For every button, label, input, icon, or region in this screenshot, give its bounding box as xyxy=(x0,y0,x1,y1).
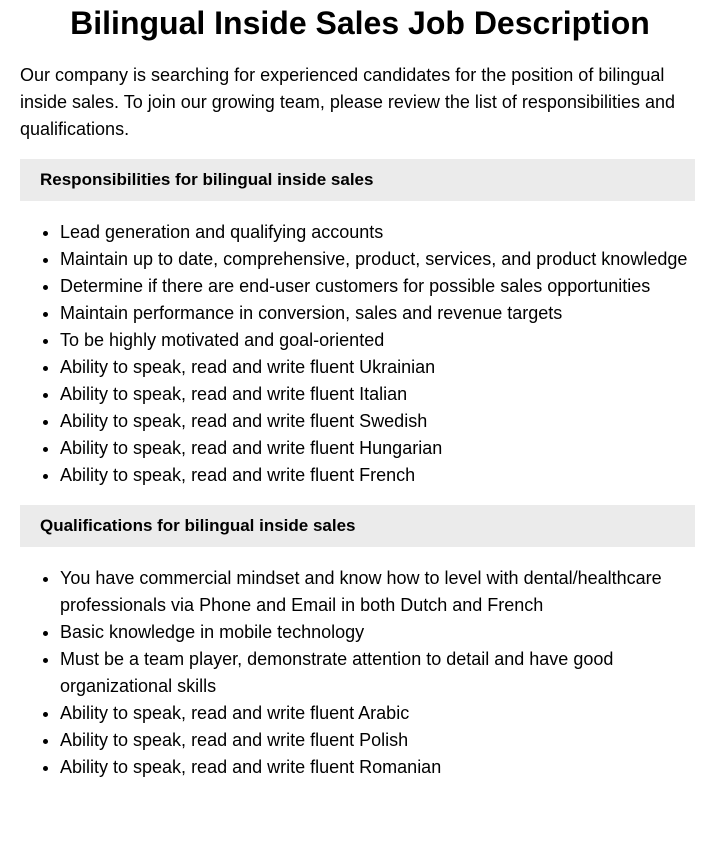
list-item: • Ability to speak, read and write fluent Romanian xyxy=(60,754,700,781)
responsibilities-list xyxy=(0,219,700,489)
list-item: • Ability to speak, read and write fluent Swedish xyxy=(60,408,700,435)
list-item: • Maintain up to date, comprehensive, product, services, and product knowledge xyxy=(60,246,700,273)
list-item: • Ability to speak, read and write fluent Ukrainian xyxy=(60,354,700,381)
page-title: Bilingual Inside Sales Job Description xyxy=(70,5,650,41)
list-item: • Ability to speak, read and write fluent Italian xyxy=(60,381,700,408)
list-item: • Ability to speak, read and write fluent Arabic xyxy=(60,700,700,727)
list-item: • To be highly motivated and goal-oriented xyxy=(60,327,700,354)
intro-text: Our company is searching for experienced candidates for the position of bilingual inside sales. To join our growing team, please review the list of responsibilities and qualifications. xyxy=(20,65,676,139)
list-item: • Ability to speak, read and write fluent Hungarian xyxy=(60,435,700,462)
section-heading: Responsibilities for bilingual inside sales xyxy=(20,159,695,201)
list-item: • Maintain performance in conversion, sales and revenue targets xyxy=(60,300,700,327)
list-item: • Lead generation and qualifying accounts xyxy=(60,219,700,246)
list-item: • Ability to speak, read and write fluent French xyxy=(60,462,700,489)
responsibilities-section xyxy=(0,159,720,489)
qualifications-list xyxy=(0,565,700,781)
list-item: • Ability to speak, read and write fluent Polish xyxy=(60,727,700,754)
list-item: • You have commercial mindset and know how to level with dental/healthcare professionals via Phone and Email in both Dutch and French xyxy=(60,565,700,619)
list-item: • Basic knowledge in mobile technology xyxy=(60,619,700,646)
list-item: • Must be a team player, demonstrate attention to detail and have good organizational skills xyxy=(60,646,700,700)
qualifications-section xyxy=(0,505,720,781)
section-heading: Qualifications for bilingual inside sales xyxy=(20,505,695,547)
list-item: • Determine if there are end-user customers for possible sales opportunities xyxy=(60,273,700,300)
